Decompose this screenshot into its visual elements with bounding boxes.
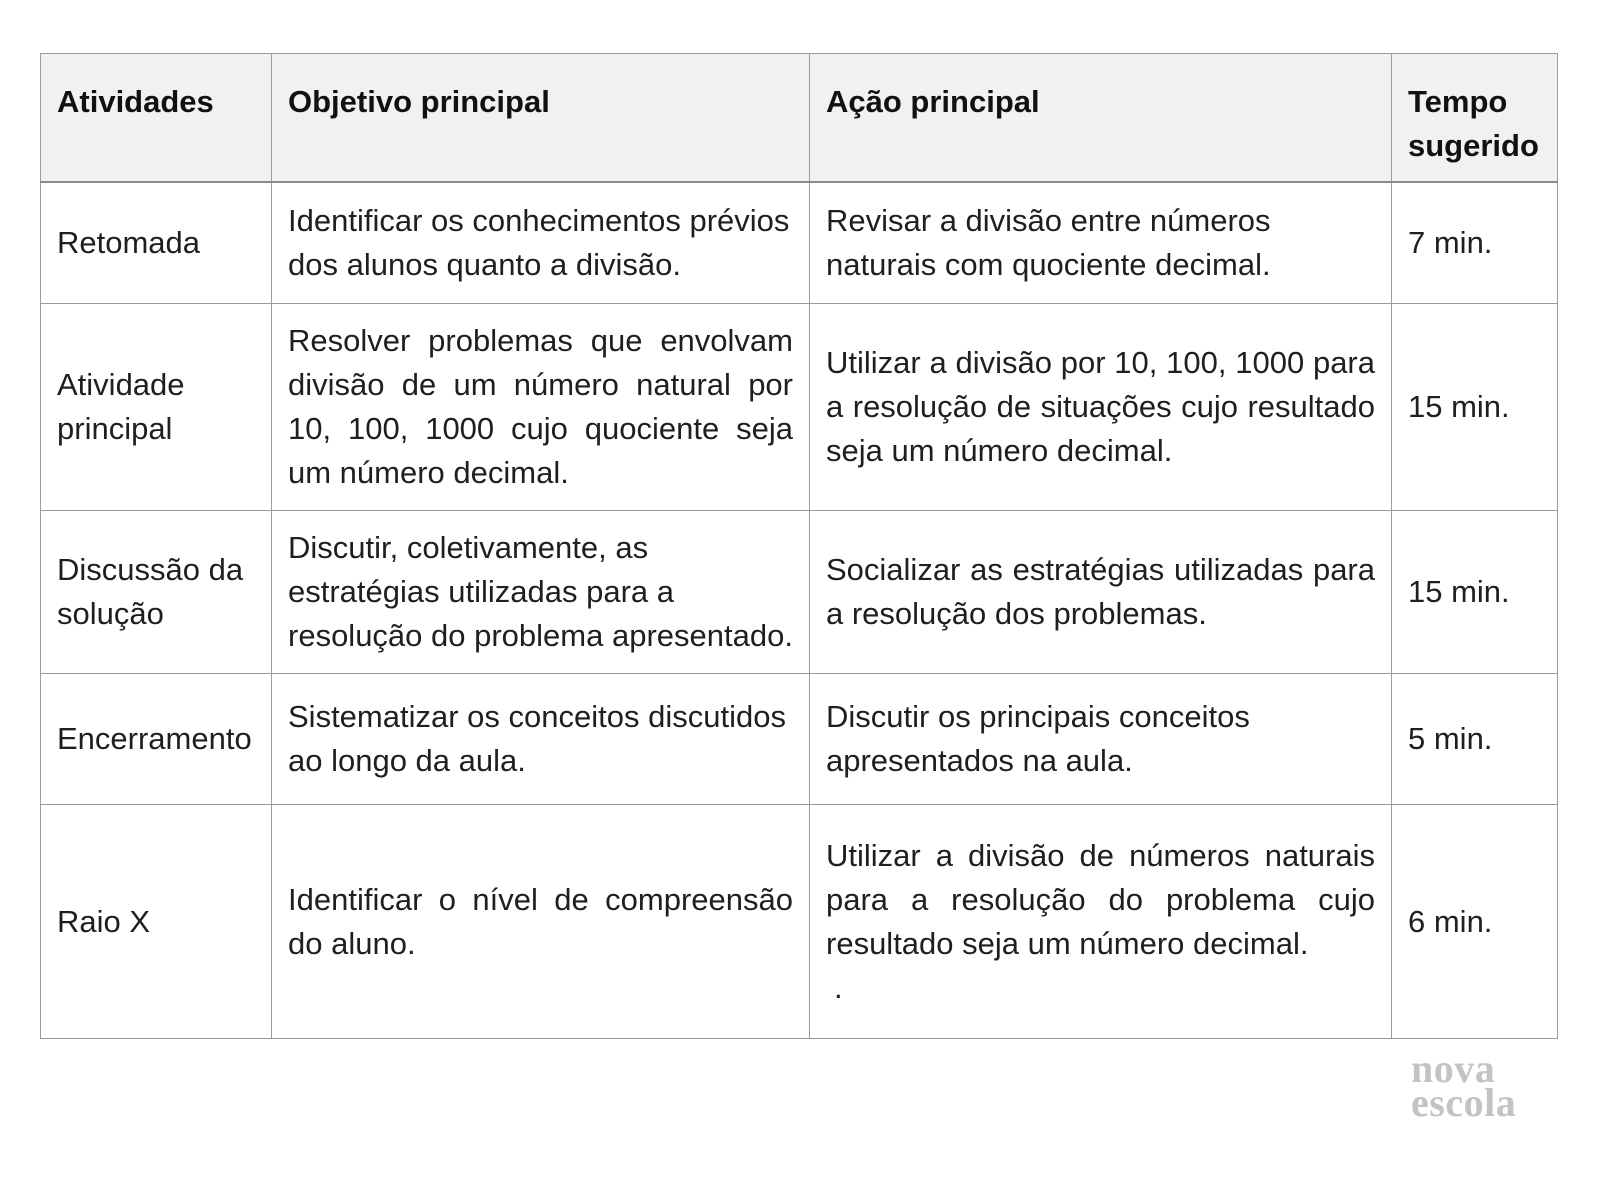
objective-cell: Resolver problemas que envolvam divisão de um número natural por 10, 100, 1000 cujo quociente seja um número decimal.	[272, 304, 810, 511]
activity-cell: Encerramento	[41, 674, 272, 805]
activity-cell: Raio X	[41, 805, 272, 1039]
header-acao-principal: Ação principal	[810, 54, 1392, 182]
objective-cell: Identificar o nível de compreensão do aluno.	[272, 805, 810, 1039]
time-cell: 7 min.	[1392, 182, 1558, 304]
logo-line-2: escola	[1411, 1080, 1517, 1125]
action-cell: Utilizar a divisão por 10, 100, 1000 para a resolução de situações cujo resultado seja um número decimal.	[810, 304, 1392, 511]
time-cell: 5 min.	[1392, 674, 1558, 805]
action-cell: Discutir os principais conceitos apresentados na aula.	[810, 674, 1392, 805]
time-cell: 15 min.	[1392, 304, 1558, 511]
header-tempo-sugerido: Tempo sugerido	[1392, 54, 1558, 182]
table-row-discussao-da-solucao	[41, 511, 1558, 674]
table-row-encerramento	[41, 674, 1558, 805]
activity-cell: Retomada	[41, 182, 272, 304]
objective-cell: Identificar os conhecimentos prévios dos alunos quanto a divisão.	[272, 182, 810, 304]
action-cell: Socializar as estratégias utilizadas para a resolução dos problemas.	[810, 511, 1392, 674]
table-row-retomada	[41, 182, 1558, 304]
header-row	[41, 54, 1558, 182]
header-objetivo-principal: Objetivo principal	[272, 54, 810, 182]
activity-cell: Atividade principal	[41, 304, 272, 511]
lesson-plan-table	[40, 53, 1558, 1039]
time-cell: 15 min.	[1392, 511, 1558, 674]
objective-cell: Discutir, coletivamente, as estratégias utilizadas para a resolução do problema apresentado.	[272, 511, 810, 674]
nova-escola-logo	[1411, 1046, 1517, 1125]
time-cell: 6 min.	[1392, 805, 1558, 1039]
action-text: Utilizar a divisão de números naturais para a resolução do problema cujo resultado seja um número decimal.	[826, 837, 1375, 961]
logo-line-1: nova	[1411, 1046, 1496, 1091]
activity-cell: Discussão da solução	[41, 511, 272, 674]
header-atividades: Atividades	[41, 54, 272, 182]
action-note: .	[834, 969, 843, 1005]
lesson-plan-table-wrapper	[40, 53, 1558, 1039]
table-row-atividade-principal	[41, 304, 1558, 511]
objective-cell: Sistematizar os conceitos discutidos ao longo da aula.	[272, 674, 810, 805]
action-cell: Revisar a divisão entre números naturais com quociente decimal.	[810, 182, 1392, 304]
table-row-raio-x	[41, 805, 1558, 1039]
action-cell	[810, 805, 1392, 1039]
